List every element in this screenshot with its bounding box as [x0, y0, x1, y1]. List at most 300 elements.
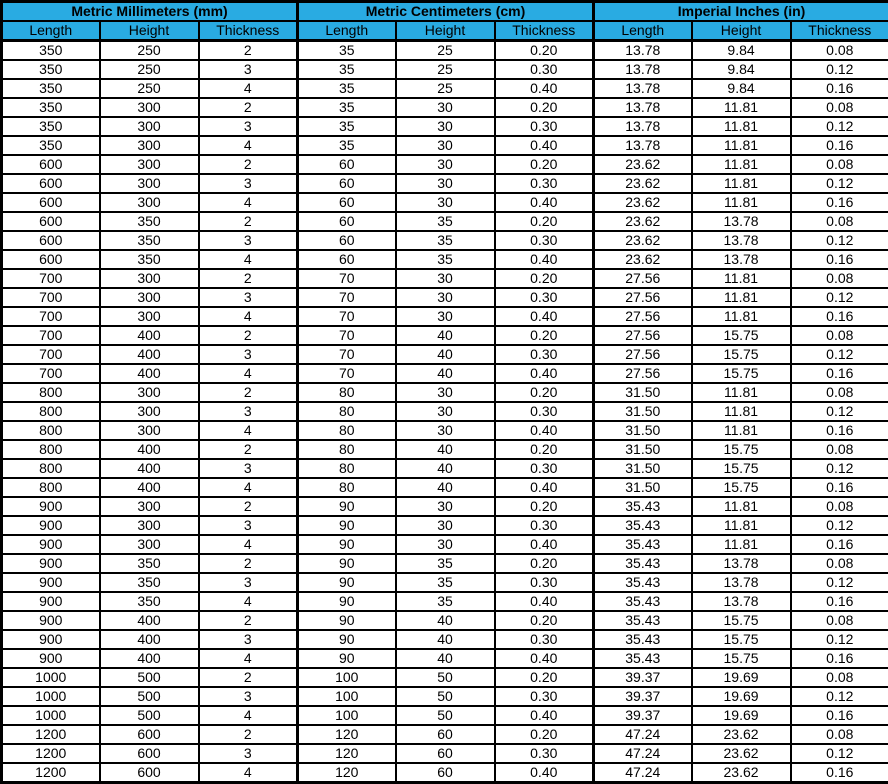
table-cell: 3 — [199, 402, 298, 421]
table-cell: 31.50 — [594, 478, 692, 497]
table-cell: 15.75 — [692, 649, 791, 668]
table-cell: 4 — [199, 364, 298, 383]
table-cell: 900 — [2, 535, 100, 554]
table-cell: 4 — [199, 763, 298, 783]
table-cell: 4 — [199, 535, 298, 554]
table-cell: 0.12 — [791, 573, 888, 592]
column-header-cm-thickness: Thickness — [495, 21, 594, 41]
table-cell: 300 — [100, 98, 199, 117]
table-cell: 50 — [396, 706, 495, 725]
table-cell: 30 — [396, 535, 495, 554]
table-cell: 30 — [396, 307, 495, 326]
table-cell: 0.08 — [791, 212, 888, 231]
table-cell: 31.50 — [594, 402, 692, 421]
table-cell: 70 — [298, 364, 396, 383]
table-cell: 11.81 — [692, 117, 791, 136]
table-cell: 350 — [100, 592, 199, 611]
table-cell: 0.40 — [495, 136, 594, 155]
table-cell: 39.37 — [594, 706, 692, 725]
table-cell: 35.43 — [594, 497, 692, 516]
table-cell: 0.12 — [791, 174, 888, 193]
table-cell: 9.84 — [692, 41, 791, 61]
table-cell: 40 — [396, 611, 495, 630]
table-row — [2, 649, 888, 668]
column-header-mm-length: Length — [2, 21, 100, 41]
table-cell: 4 — [199, 706, 298, 725]
table-cell: 0.20 — [495, 155, 594, 174]
table-cell: 0.30 — [495, 744, 594, 763]
table-cell: 400 — [100, 345, 199, 364]
table-row — [2, 459, 888, 478]
table-cell: 2 — [199, 611, 298, 630]
column-header-cm-length: Length — [298, 21, 396, 41]
table-cell: 80 — [298, 478, 396, 497]
table-cell: 40 — [396, 345, 495, 364]
table-cell: 100 — [298, 668, 396, 687]
table-cell: 30 — [396, 174, 495, 193]
table-body — [2, 41, 888, 783]
table-cell: 4 — [199, 421, 298, 440]
table-row — [2, 763, 888, 783]
table-row — [2, 516, 888, 535]
table-cell: 30 — [396, 136, 495, 155]
table-cell: 35.43 — [594, 554, 692, 573]
table-cell: 350 — [100, 554, 199, 573]
table-cell: 0.20 — [495, 440, 594, 459]
table-cell: 13.78 — [692, 212, 791, 231]
table-cell: 2 — [199, 725, 298, 744]
table-cell: 3 — [199, 516, 298, 535]
table-cell: 0.40 — [495, 763, 594, 783]
table-cell: 40 — [396, 440, 495, 459]
table-cell: 27.56 — [594, 269, 692, 288]
table-cell: 350 — [100, 573, 199, 592]
table-row — [2, 136, 888, 155]
table-cell: 0.40 — [495, 307, 594, 326]
table-cell: 15.75 — [692, 459, 791, 478]
table-cell: 13.78 — [594, 117, 692, 136]
table-cell: 70 — [298, 345, 396, 364]
table-cell: 2 — [199, 326, 298, 345]
group-header-row — [2, 2, 888, 22]
table-cell: 13.78 — [594, 79, 692, 98]
table-cell: 900 — [2, 554, 100, 573]
table-cell: 2 — [199, 668, 298, 687]
table-cell: 35 — [298, 117, 396, 136]
table-cell: 9.84 — [692, 79, 791, 98]
table-cell: 700 — [2, 326, 100, 345]
table-row — [2, 687, 888, 706]
table-row — [2, 668, 888, 687]
table-cell: 50 — [396, 687, 495, 706]
table-cell: 300 — [100, 535, 199, 554]
table-cell: 800 — [2, 383, 100, 402]
table-cell: 11.81 — [692, 174, 791, 193]
table-cell: 23.62 — [594, 155, 692, 174]
table-cell: 0.20 — [495, 497, 594, 516]
table-cell: 900 — [2, 649, 100, 668]
table-cell: 90 — [298, 649, 396, 668]
table-cell: 50 — [396, 668, 495, 687]
table-cell: 25 — [396, 41, 495, 61]
table-row — [2, 478, 888, 497]
table-cell: 80 — [298, 440, 396, 459]
table-cell: 11.81 — [692, 383, 791, 402]
table-cell: 15.75 — [692, 326, 791, 345]
table-row — [2, 155, 888, 174]
table-cell: 35.43 — [594, 611, 692, 630]
table-cell: 2 — [199, 554, 298, 573]
table-cell: 15.75 — [692, 440, 791, 459]
table-cell: 0.16 — [791, 250, 888, 269]
table-row — [2, 326, 888, 345]
table-cell: 0.40 — [495, 79, 594, 98]
table-cell: 350 — [100, 250, 199, 269]
table-cell: 4 — [199, 592, 298, 611]
table-row — [2, 269, 888, 288]
table-cell: 30 — [396, 98, 495, 117]
table-cell: 4 — [199, 193, 298, 212]
table-cell: 400 — [100, 611, 199, 630]
table-cell: 35 — [396, 573, 495, 592]
table-cell: 700 — [2, 364, 100, 383]
table-cell: 0.12 — [791, 744, 888, 763]
table-row — [2, 231, 888, 250]
table-cell: 0.08 — [791, 668, 888, 687]
table-cell: 2 — [199, 41, 298, 61]
table-cell: 0.08 — [791, 383, 888, 402]
table-row — [2, 497, 888, 516]
table-cell: 300 — [100, 307, 199, 326]
table-cell: 25 — [396, 60, 495, 79]
table-cell: 39.37 — [594, 668, 692, 687]
table-cell: 0.20 — [495, 668, 594, 687]
table-cell: 700 — [2, 345, 100, 364]
table-cell: 40 — [396, 459, 495, 478]
table-cell: 600 — [100, 725, 199, 744]
table-cell: 13.78 — [692, 554, 791, 573]
table-cell: 70 — [298, 326, 396, 345]
table-row — [2, 554, 888, 573]
table-cell: 15.75 — [692, 364, 791, 383]
table-cell: 250 — [100, 60, 199, 79]
table-cell: 600 — [2, 231, 100, 250]
table-cell: 0.30 — [495, 402, 594, 421]
column-header-mm-height: Height — [100, 21, 199, 41]
table-cell: 3 — [199, 630, 298, 649]
table-cell: 13.78 — [594, 136, 692, 155]
table-cell: 1000 — [2, 687, 100, 706]
table-cell: 60 — [298, 231, 396, 250]
table-cell: 13.78 — [594, 60, 692, 79]
table-cell: 300 — [100, 117, 199, 136]
table-cell: 300 — [100, 136, 199, 155]
table-cell: 0.30 — [495, 630, 594, 649]
table-cell: 0.12 — [791, 630, 888, 649]
table-cell: 1200 — [2, 725, 100, 744]
column-header-in-thickness: Thickness — [791, 21, 888, 41]
table-header — [2, 2, 888, 41]
table-cell: 600 — [100, 744, 199, 763]
table-cell: 40 — [396, 649, 495, 668]
table-cell: 0.40 — [495, 421, 594, 440]
table-cell: 23.62 — [692, 725, 791, 744]
table-cell: 0.12 — [791, 231, 888, 250]
table-cell: 35.43 — [594, 535, 692, 554]
table-cell: 400 — [100, 326, 199, 345]
table-row — [2, 592, 888, 611]
table-cell: 600 — [2, 193, 100, 212]
table-cell: 60 — [396, 725, 495, 744]
table-cell: 35.43 — [594, 516, 692, 535]
table-cell: 0.08 — [791, 611, 888, 630]
table-cell: 3 — [199, 687, 298, 706]
table-cell: 19.69 — [692, 687, 791, 706]
table-cell: 350 — [2, 136, 100, 155]
table-row — [2, 402, 888, 421]
table-cell: 0.16 — [791, 535, 888, 554]
table-cell: 700 — [2, 288, 100, 307]
table-row — [2, 383, 888, 402]
table-cell: 35 — [298, 60, 396, 79]
table-row — [2, 79, 888, 98]
table-cell: 2 — [199, 98, 298, 117]
table-row — [2, 573, 888, 592]
table-cell: 11.81 — [692, 193, 791, 212]
table-cell: 27.56 — [594, 288, 692, 307]
table-cell: 300 — [100, 174, 199, 193]
table-cell: 25 — [396, 79, 495, 98]
table-row — [2, 307, 888, 326]
table-cell: 90 — [298, 592, 396, 611]
table-cell: 11.81 — [692, 497, 791, 516]
column-header-in-height: Height — [692, 21, 791, 41]
table-cell: 11.81 — [692, 98, 791, 117]
table-cell: 13.78 — [692, 250, 791, 269]
table-cell: 1000 — [2, 668, 100, 687]
table-cell: 300 — [100, 421, 199, 440]
table-cell: 2 — [199, 269, 298, 288]
table-row — [2, 250, 888, 269]
table-cell: 0.40 — [495, 706, 594, 725]
table-cell: 3 — [199, 60, 298, 79]
table-cell: 35 — [298, 98, 396, 117]
table-cell: 300 — [100, 288, 199, 307]
table-cell: 2 — [199, 497, 298, 516]
table-cell: 0.40 — [495, 649, 594, 668]
table-cell: 0.16 — [791, 592, 888, 611]
table-cell: 500 — [100, 706, 199, 725]
table-cell: 60 — [298, 250, 396, 269]
table-cell: 900 — [2, 611, 100, 630]
table-cell: 30 — [396, 402, 495, 421]
table-cell: 300 — [100, 402, 199, 421]
table-row — [2, 98, 888, 117]
table-cell: 700 — [2, 307, 100, 326]
table-cell: 90 — [298, 554, 396, 573]
table-cell: 31.50 — [594, 459, 692, 478]
table-cell: 3 — [199, 573, 298, 592]
table-row — [2, 117, 888, 136]
table-cell: 0.08 — [791, 155, 888, 174]
table-cell: 27.56 — [594, 364, 692, 383]
table-cell: 35.43 — [594, 649, 692, 668]
table-cell: 400 — [100, 478, 199, 497]
table-cell: 13.78 — [692, 231, 791, 250]
table-cell: 100 — [298, 687, 396, 706]
table-cell: 3 — [199, 231, 298, 250]
table-cell: 23.62 — [594, 250, 692, 269]
table-cell: 70 — [298, 288, 396, 307]
table-cell: 3 — [199, 174, 298, 193]
table-cell: 400 — [100, 649, 199, 668]
group-header-imperial-in: Imperial Inches (in) — [594, 2, 888, 22]
table-cell: 3 — [199, 345, 298, 364]
table-cell: 800 — [2, 478, 100, 497]
table-cell: 19.69 — [692, 706, 791, 725]
table-row — [2, 421, 888, 440]
table-row — [2, 440, 888, 459]
table-cell: 3 — [199, 744, 298, 763]
table-cell: 0.20 — [495, 41, 594, 61]
table-cell: 0.08 — [791, 326, 888, 345]
table-cell: 0.12 — [791, 687, 888, 706]
table-cell: 0.40 — [495, 364, 594, 383]
table-cell: 35 — [396, 592, 495, 611]
table-cell: 0.12 — [791, 459, 888, 478]
group-header-metric-mm: Metric Millimeters (mm) — [2, 2, 298, 22]
table-row — [2, 744, 888, 763]
table-cell: 800 — [2, 421, 100, 440]
table-cell: 0.20 — [495, 98, 594, 117]
table-cell: 9.84 — [692, 60, 791, 79]
table-cell: 120 — [298, 744, 396, 763]
table-cell: 350 — [100, 212, 199, 231]
table-cell: 11.81 — [692, 402, 791, 421]
table-row — [2, 41, 888, 61]
table-cell: 0.16 — [791, 79, 888, 98]
table-cell: 90 — [298, 630, 396, 649]
table-cell: 30 — [396, 383, 495, 402]
table-cell: 400 — [100, 440, 199, 459]
table-cell: 60 — [298, 155, 396, 174]
table-cell: 15.75 — [692, 611, 791, 630]
table-cell: 15.75 — [692, 345, 791, 364]
table-cell: 11.81 — [692, 307, 791, 326]
table-cell: 60 — [396, 763, 495, 783]
table-cell: 3 — [199, 117, 298, 136]
table-cell: 27.56 — [594, 326, 692, 345]
table-cell: 0.30 — [495, 288, 594, 307]
table-cell: 13.78 — [594, 41, 692, 61]
table-cell: 0.20 — [495, 269, 594, 288]
table-cell: 0.16 — [791, 763, 888, 783]
table-cell: 80 — [298, 383, 396, 402]
table-cell: 90 — [298, 497, 396, 516]
table-row — [2, 288, 888, 307]
table-cell: 35 — [298, 79, 396, 98]
table-cell: 800 — [2, 459, 100, 478]
table-cell: 0.40 — [495, 250, 594, 269]
table-cell: 0.30 — [495, 345, 594, 364]
table-cell: 400 — [100, 364, 199, 383]
table-cell: 4 — [199, 649, 298, 668]
table-cell: 0.08 — [791, 269, 888, 288]
table-cell: 0.20 — [495, 212, 594, 231]
table-cell: 0.16 — [791, 649, 888, 668]
table-cell: 1200 — [2, 763, 100, 783]
table-cell: 0.20 — [495, 383, 594, 402]
table-cell: 0.40 — [495, 535, 594, 554]
table-cell: 400 — [100, 630, 199, 649]
table-cell: 90 — [298, 516, 396, 535]
table-cell: 120 — [298, 725, 396, 744]
table-cell: 4 — [199, 79, 298, 98]
table-cell: 11.81 — [692, 136, 791, 155]
table-cell: 100 — [298, 706, 396, 725]
table-cell: 90 — [298, 573, 396, 592]
table-cell: 30 — [396, 516, 495, 535]
table-cell: 11.81 — [692, 535, 791, 554]
table-cell: 2 — [199, 155, 298, 174]
table-cell: 2 — [199, 440, 298, 459]
table-cell: 0.20 — [495, 611, 594, 630]
table-cell: 35 — [298, 41, 396, 61]
table-cell: 0.20 — [495, 326, 594, 345]
table-cell: 250 — [100, 79, 199, 98]
table-cell: 600 — [2, 250, 100, 269]
column-header-mm-thickness: Thickness — [199, 21, 298, 41]
table-cell: 3 — [199, 288, 298, 307]
table-cell: 900 — [2, 573, 100, 592]
table-cell: 23.62 — [692, 763, 791, 783]
table-row — [2, 725, 888, 744]
column-header-row — [2, 21, 888, 41]
table-cell: 600 — [100, 763, 199, 783]
table-cell: 70 — [298, 307, 396, 326]
table-row — [2, 212, 888, 231]
table-cell: 70 — [298, 269, 396, 288]
table-cell: 0.16 — [791, 193, 888, 212]
table-cell: 47.24 — [594, 744, 692, 763]
table-cell: 31.50 — [594, 421, 692, 440]
table-cell: 11.81 — [692, 269, 791, 288]
table-cell: 1000 — [2, 706, 100, 725]
table-cell: 60 — [396, 744, 495, 763]
table-cell: 1200 — [2, 744, 100, 763]
table-cell: 35 — [396, 231, 495, 250]
table-row — [2, 60, 888, 79]
table-cell: 13.78 — [692, 573, 791, 592]
table-cell: 30 — [396, 421, 495, 440]
table-cell: 23.62 — [594, 212, 692, 231]
table-cell: 31.50 — [594, 440, 692, 459]
table-cell: 15.75 — [692, 478, 791, 497]
table-cell: 31.50 — [594, 383, 692, 402]
table-cell: 35 — [396, 212, 495, 231]
table-cell: 0.08 — [791, 98, 888, 117]
table-cell: 900 — [2, 592, 100, 611]
table-cell: 80 — [298, 402, 396, 421]
table-cell: 90 — [298, 535, 396, 554]
table-cell: 47.24 — [594, 725, 692, 744]
table-cell: 3 — [199, 459, 298, 478]
table-cell: 23.62 — [594, 193, 692, 212]
table-cell: 11.81 — [692, 288, 791, 307]
table-cell: 23.62 — [692, 744, 791, 763]
table-cell: 0.12 — [791, 402, 888, 421]
table-cell: 19.69 — [692, 668, 791, 687]
